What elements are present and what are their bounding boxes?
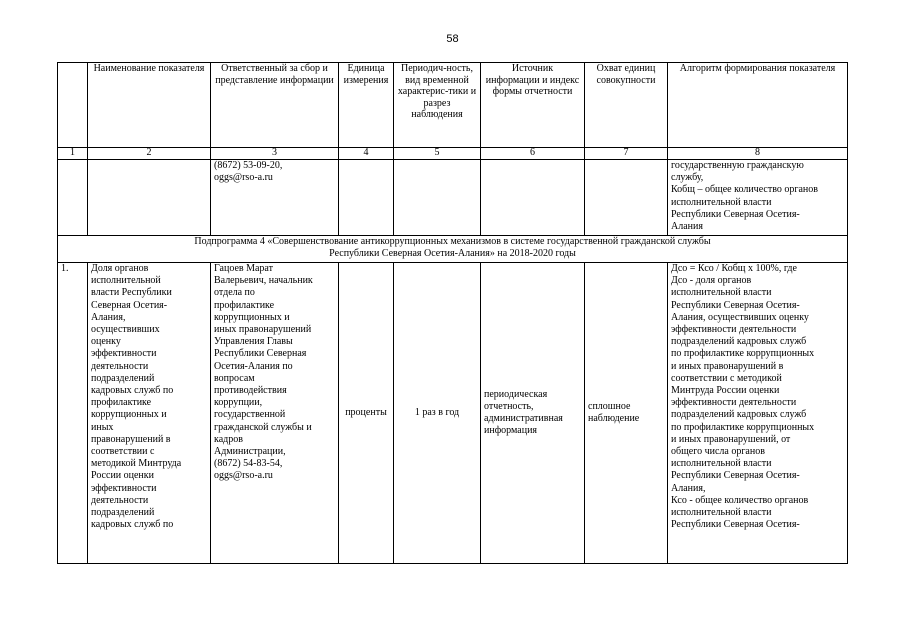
responsible-person: Гацоев Марат Валерьевич, начальник отдела по профилактике коррупционных и иных правонарушений Управления Главы Республики Северная Осетия-Алания по вопросам противодействия коррупции, государственной гражданской службы и кадров Администрации, (8672) 54-83-54, oggs@rso-a.ru: [211, 263, 339, 564]
header-cell-1: [58, 63, 88, 148]
continuation-algorithm: государственную гражданскую службу, Кобщ – общее количество органов исполнительной власти Республики Северная Осетия- Алания: [668, 160, 848, 236]
indicator-name: Доля органов исполнительной власти Республики Северная Осетия- Алания, осуществивших оценку эффективности деятельности подразделений кадровых служб по профилактике коррупционных и иных правонарушений в соответствии с методикой Минтруда России оценки эффективности деятельности подразделений кадровых служб по: [88, 263, 211, 564]
header-row: [58, 63, 848, 148]
unit-of-measure: проценты: [339, 263, 394, 564]
column-number: 7: [585, 148, 668, 160]
header-coverage: Охват единиц совокупности: [585, 63, 668, 148]
header-source: Источник информации и индекс формы отчетности: [481, 63, 585, 148]
column-number: 6: [481, 148, 585, 160]
column-number: 8: [668, 148, 848, 160]
cell-empty: [339, 160, 394, 236]
algorithm: Дсо = Ксо / Кобщ х 100%, где Дсо - доля органов исполнительной власти Республики Северная Осетия- Алания, осуществивших оценку эффективности деятельности подразделений кадровых служб по профилактике коррупционных и иных правонарушений в соответствии с методикой Минтруда России оценки эффективности деятельности подразделений кадровых служб по профилактике коррупционных и иных правонарушений, от общего числа органов исполнительной власти Республики Северная Осетия- Алания, Ксо - общее количество органов исполнительной власти Республики Северная Осетия-: [668, 263, 848, 564]
header-indicator-name: Наименование показателя: [88, 63, 211, 148]
column-number: 3: [211, 148, 339, 160]
subprogram-row: [58, 236, 848, 263]
column-number-row: [58, 148, 848, 160]
header-unit: Единица измерения: [339, 63, 394, 148]
continuation-responsible: (8672) 53-09-20, oggs@rso-a.ru: [211, 160, 339, 236]
row-number: 1.: [58, 263, 88, 564]
column-number: 5: [394, 148, 481, 160]
subprogram-title: Подпрограмма 4 «Совершенствование антикоррупционных механизмов в системе государственной гражданской службы Республики Северная Осетия-Алания» на 2018-2020 годы: [58, 236, 848, 263]
header-responsible: Ответственный за сбор и представление информации: [211, 63, 339, 148]
column-number: 1: [58, 148, 88, 160]
indicators-table: [57, 62, 848, 564]
header-periodicity: Периодич-ность, вид временной характерис-тики и разрез наблюдения: [394, 63, 481, 148]
cell-empty: [585, 160, 668, 236]
table-row: [58, 263, 848, 564]
page-number: 58: [446, 33, 459, 45]
coverage: сплошное наблюдение: [585, 263, 668, 564]
continuation-row: [58, 160, 848, 236]
cell-empty: [481, 160, 585, 236]
header-algorithm: Алгоритм формирования показателя: [668, 63, 848, 148]
information-source: периодическая отчетность, административная информация: [481, 263, 585, 564]
cell-empty: [394, 160, 481, 236]
column-number: 4: [339, 148, 394, 160]
cell-empty: [88, 160, 211, 236]
cell-empty: [58, 160, 88, 236]
column-number: 2: [88, 148, 211, 160]
periodicity: 1 раз в год: [394, 263, 481, 564]
